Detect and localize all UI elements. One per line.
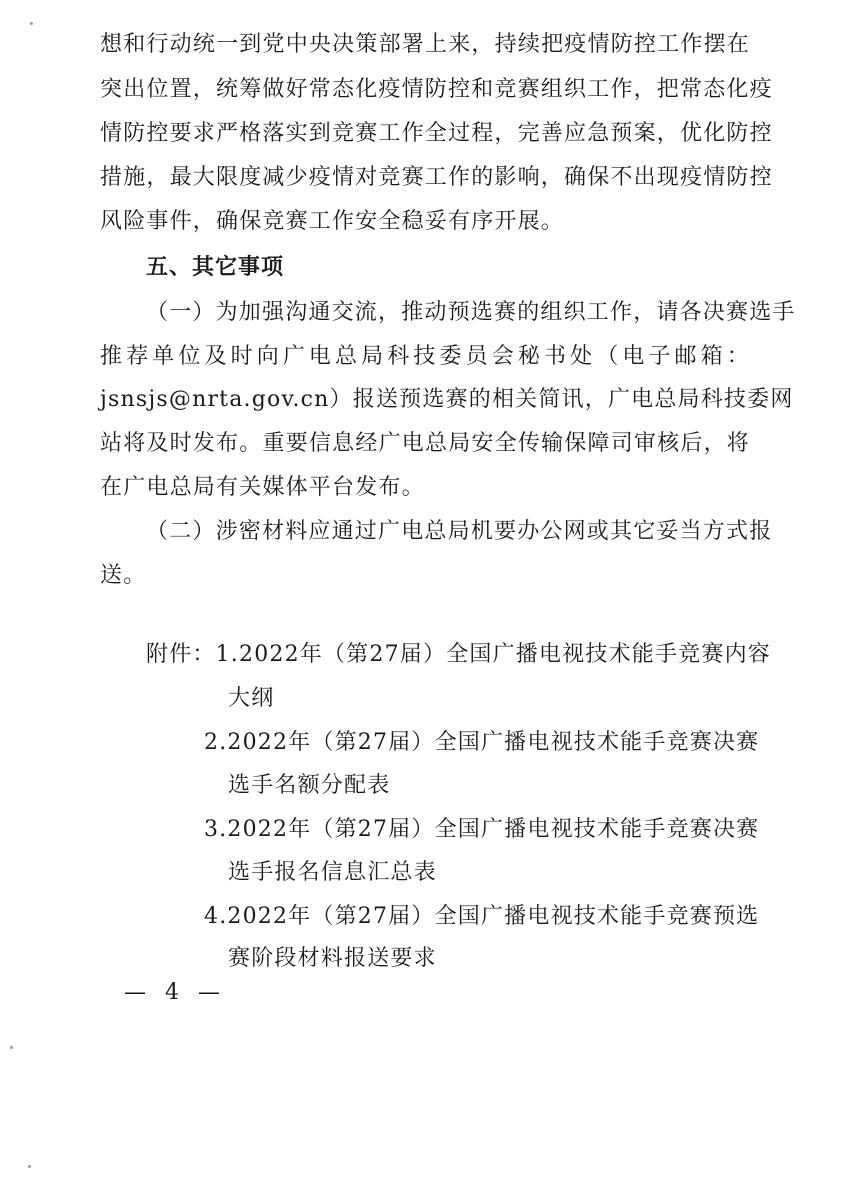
attachment-2-line: 2.2022年（第27届）全国广播电视技术能手竞赛决赛 [204, 730, 760, 755]
scan-speck [28, 1165, 31, 1168]
item-1-line: （一）为加强沟通交流，推动预选赛的组织工作，请各决赛选手 [146, 300, 796, 325]
attachment-2-line: 选手名额分配表 [228, 773, 391, 798]
paragraph-line: 措施，最大限度减少疫情对竞赛工作的影响，确保不出现疫情防控 [100, 165, 773, 190]
scan-speck [30, 22, 33, 25]
scan-speck [10, 1046, 13, 1049]
section-heading: 五、其它事项 [146, 255, 285, 280]
attachment-4-line: 赛阶段材料报送要求 [228, 946, 437, 971]
attachment-1-line: 附件：1.2022年（第27届）全国广播电视技术能手竞赛内容 [146, 642, 771, 667]
item-1-line: 推荐单位及时向广电总局科技委员会秘书处（电子邮箱： [100, 344, 750, 369]
paragraph-line: 突出位置，统筹做好常态化疫情防控和竞赛组织工作，把常态化疫 [100, 77, 773, 102]
item-2-line: （二）涉密材料应通过广电总局机要办公网或其它妥当方式报 [146, 519, 773, 544]
paragraph-line: 想和行动统一到党中央决策部署上来，持续把疫情防控工作摆在 [100, 32, 750, 57]
page-number: — 4 — [124, 980, 226, 1005]
item-1-line: 在广电总局有关媒体平台发布。 [100, 475, 425, 500]
item-1-line: jsnsjs@nrta.gov.cn）报送预选赛的相关简讯，广电总局科技委网 [100, 387, 794, 412]
item-2-line: 送。 [100, 563, 147, 588]
paragraph-line: 风险事件，确保竞赛工作安全稳妥有序开展。 [100, 209, 565, 234]
paragraph-line: 情防控要求严格落实到竞赛工作全过程，完善应急预案，优化防控 [100, 121, 773, 146]
item-1-line: 站将及时发布。重要信息经广电总局安全传输保障司审核后，将 [100, 431, 750, 456]
attachment-4-line: 4.2022年（第27届）全国广播电视技术能手竞赛预选 [204, 904, 760, 929]
attachment-3-line: 选手报名信息汇总表 [228, 860, 437, 885]
attachment-3-line: 3.2022年（第27届）全国广播电视技术能手竞赛决赛 [204, 817, 760, 842]
attachment-1-line: 大纲 [228, 686, 275, 711]
